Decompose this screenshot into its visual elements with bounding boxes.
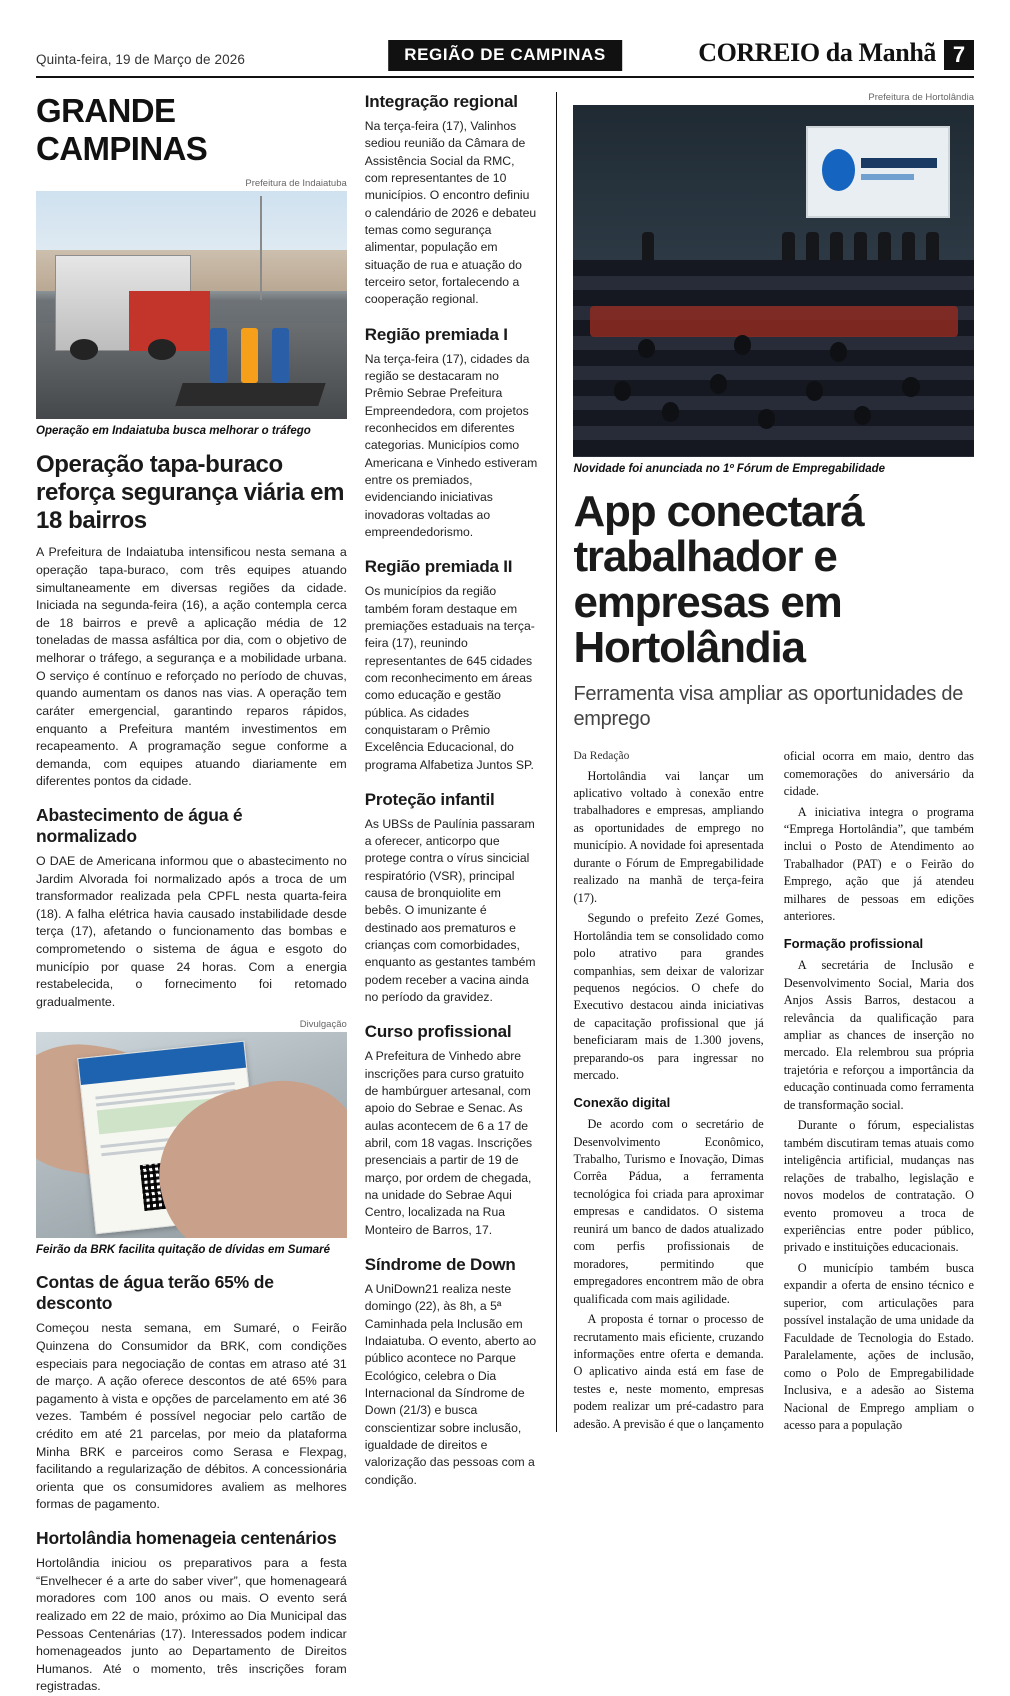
photo-caption-forum: Novidade foi anunciada no 1º Fórum de Empregabilidade (573, 463, 886, 475)
formacao-paragraph-2: O município também busca expandir a oferta de ensino técnico e superior, com articulações para possível instalação de uma unidade da Faculdade de Tecnologia do Estado. Paralelamente, ações de inclusão, como o Polo de Empregabilidade Inclusiva, e a adesão ao Sistema Nacional de Emprego ampliam o acesso para a população (783, 1260, 974, 1432)
column-middle-briefs (364, 92, 539, 1487)
main-article-body (573, 748, 974, 1435)
formacao-paragraph-0: A secretária de Inclusão e Desenvolvimento Social, Maria dos Anjos Assis Barros, destacou a relevância da qualificação para ampliar as chances de inserção no mercado. Ela relembrou sua própria trajetória e reforçou a importância da educação continuada como ferramenta de transformação social. (783, 958, 974, 1112)
photo-credit-brk: Divulgação (299, 1019, 347, 1031)
column-right (556, 92, 974, 1432)
brief-title-5: Síndrome de Down (364, 1255, 516, 1275)
article-body-tapa-buraco: A Prefeitura de Indaiatuba intensificou nesta semana a operação tapa-buraco, com três equipes atuando simultaneamente em diversas regiões da cidade. Iniciada na segunda-feira (16), a ação contempla cerca de 18 bairros e prevê a aplicação média de 12 toneladas de massa asfáltica por dia, com o objetivo de melhorar o tráfego, a segurança e a mobilidade urbana. O serviço é contínuo e reforçado no período de chuvas, quando aumentam os danos nas vias. A operação tem caráter emergencial, garantindo reparos rápidos, enquanto a Prefeitura mantém investimentos em recapeamento. A programação segue conforme a demanda, com equipes atuando diariamente em diferentes pontos da cidade. (36, 545, 347, 789)
brief-title-1: Região premiada I (364, 324, 508, 344)
brief-title-0: Integração regional (364, 92, 518, 111)
article-body-centenarios: Hortolândia iniciou os preparativos para a festa “Envelhecer é a arte do saber viver”, que homenageará moradores com 100 anos ou mais. O evento será realizado em 22 de maio, próximo ao Dia Municipal das Pessoas Centenárias (17). Interessados podem indicar homenageados junto ao Departamento de Direitos Humanos. Até o momento, três inscrições foram registradas. (36, 1556, 347, 1694)
brief-title-4: Curso profissional (364, 1022, 512, 1042)
digital-paragraph-2: A iniciativa integra o programa “Emprega Hortolândia”, que também inclui o Posto de Atendimento ao Trabalhador (PAT) e o Feirão do Emprego, ação que já atendeu milhares de pessoas em edições anteriores. (783, 804, 974, 924)
page-number: 7 (944, 40, 974, 70)
byline: Da Redação (573, 750, 630, 763)
subhead-formacao-profissional: Formação profissional (783, 935, 924, 951)
article-body-contas-agua: Começou nesta semana, em Sumaré, o Feirão Quinzena do Consumidor da BRK, com condições especiais para negociação de contas em atraso até 31 de março. A ação oferece descontos de até 65% para pagamento à vista e opções de parcelamento em até 36 vezes. Também é possível negociar pelo cartão de crédito em até 21 parcelas, por meio da plataforma Minha BRK e parceiros como Serasa e Flexpag, facilitando a regularização de débitos. A concessionária orienta que os consumidores avaliem as melhores formas de pagamento. (36, 1321, 347, 1512)
brief-text-5: A UniDown21 realiza neste domingo (22), às 8h, a 5ª Caminhada pela Inclusão em Indaiatuba. O evento, aberto ao público acontece no Parque Ecológico, celebra o Dia Internacional da Síndrome de Down (21/3) e busca conscientizar sobre inclusão, igualdade de direitos e valorização das pessoas com a condição. (364, 1282, 537, 1487)
main-paragraph-0: Hortolândia vai lançar um aplicativo voltado à conexão entre trabalhadores e empresas, ampliando as oportunidades de emprego no município. A novidade foi apresentada durante o Fórum de Empregabilidade realizado na manhã de terça-feira (17). (573, 768, 764, 905)
photo-credit-indaiatuba: Prefeitura de Indaiatuba (245, 178, 347, 189)
brief-text-0: Na terça-feira (17), Valinhos sediou reunião da Câmara de Assistência Social da RMC, com representantes de 10 municípios. O encontro definiu o calendário de 2026 e debateu temas como segurança alimentar, população em situação de rua e atuação do terceiro setor, fortalecendo a cooperação regional. (364, 119, 537, 307)
photo-indaiatuba-road-crew (36, 191, 347, 419)
photo-credit-hortolandia: Prefeitura de Hortolândia (868, 92, 974, 103)
photo-forum-empregabilidade (573, 105, 974, 457)
subhead-centenarios: Hortolândia homenageia centenários (36, 1528, 337, 1549)
photo-caption-brk: Feirão da BRK facilita quitação de dívidas em Sumaré (36, 1244, 330, 1257)
digital-paragraph-1: A proposta é tornar o processo de recrutamento mais eficiente, cruzando informações entre oferta e demanda. O aplicativo ainda está em fase de testes e, neste momento, empresas podem realizar um pré-cadastro para adesão. A previsão é que o lançamento oficial ocorra em maio, dentro das comemorações do aniversário da cidade. (573, 749, 974, 1431)
formacao-paragraph-1: Durante o fórum, especialistas também discutiram temas atuais como inteligência artificial, mudanças nas relações de trabalho, legislação e novos modelos de contratação. O evento promoveu a troca de experiências entre poder público, privado e instituições educacionais. (783, 1118, 974, 1255)
brief-text-4: A Prefeitura de Vinhedo abre inscrições para curso gratuito de hambúrguer artesanal, com apoio do Sebrae e Senac. As aulas acontecem de 6 a 17 de abril, com 18 vagas. Inscrições presenciais a partir de 19 de março, por ordem de chegada, na unidade do Sebrae Aqui Centro, localizada na Rua Monteiro de Barros, 17. (364, 1049, 533, 1237)
newspaper-brand: CORREIO da Manhã (698, 38, 936, 67)
column-left (36, 92, 347, 1694)
masthead (36, 38, 974, 78)
publication-date: Quinta-feira, 19 de Março de 2026 (36, 52, 245, 67)
subhead-contas-agua: Contas de água terão 65% de desconto (36, 1272, 274, 1314)
brand-wrap (698, 38, 974, 70)
brief-title-2: Região premiada II (364, 557, 513, 577)
subhead-abastecimento: Abastecimento de água é normalizado (36, 804, 243, 846)
brief-text-2: Os municípios da região também foram destaque em premiações estaduais na terça-feira (17), reunindo representantes de 645 cidades com reconhecimento em áreas como educação e gestão pública. As cidades conquistaram o Prêmio Excelência Educacional, do programa Alfabetiza Juntos SP. (364, 584, 535, 772)
article-body-abastecimento: O DAE de Americana informou que o abastecimento no Jardim Alvorada foi normalizado após a troca de um transformador realizada pela CPFL nesta quarta-feira (18). A falha elétrica havia causado instabilidade desde terça (17), afetando o funcionamento das bombas e comprometendo o sistema de água e esgoto do município por quase 24 horas. Com a energia restabelecida, o fornecimento foi retomado gradualmente. (36, 853, 347, 1009)
headline-deck: Ferramenta visa ampliar as oportunidades de emprego (573, 683, 964, 731)
brief-text-1: Na terça-feira (17), cidades da região se destacaram no Prêmio Sebrae Prefeitura Empreendedora, com projetos reconhecidos em diferentes categorias. Municípios como Americana e Vinhedo estiveram entre os premiados, evidenciando iniciativas inovadoras voltadas ao empreendedorismo. (364, 351, 538, 539)
photo-brk-invoice (36, 1032, 347, 1238)
brief-title-3: Proteção infantil (364, 789, 495, 809)
section-heading-grande-campinas: GRANDE CAMPINAS (36, 92, 208, 167)
page-content (36, 92, 974, 1694)
photo-caption-indaiatuba: Operação em Indaiatuba busca melhorar o tráfego (36, 425, 311, 437)
brief-text-3: As UBSs de Paulínia passaram a oferecer, anticorpo que protege contra o vírus sincicial respiratório (VSR), principal causa de bronquiolite em bebês. O imunizante é destinado aos prematuros e crianças com comorbidades, enquanto as gestantes também podem receber a vacina ainda no período da gravidez. (364, 816, 536, 1005)
subhead-conexao-digital: Conexão digital (573, 1094, 671, 1110)
headline-tapa-buraco: Operação tapa-buraco reforça segurança viária em 18 bairros (36, 450, 345, 534)
section-tag: REGIÃO DE CAMPINAS (388, 40, 622, 71)
digital-paragraph-0: De acordo com o secretário de Desenvolvimento Econômico, Trabalho, Turismo e Inovação, Dimas Corrêa Pádua, a ferramenta tecnológica foi criada para aproximar empresas e candidatos. O sistema reunirá um banco de dados atualizado com perfis profissionais de moradores, permitindo que empregadores encontrem mão de obra qualificada com mais agilidade. (573, 1117, 764, 1306)
main-paragraph-1: Segundo o prefeito Zezé Gomes, Hortolândia tem se consolidado como polo atrativo para grandes companhias, sem deixar de valorizar pequenos negócios. O chefe do Executivo destacou ainda iniciativas de capacitação profissional que já beneficiaram mais de 1.300 jovens, preparando-os para ingressar no mercado. (573, 911, 764, 1083)
main-headline-app: App conectará trabalhador e empresas em Hortolândia (573, 486, 864, 672)
